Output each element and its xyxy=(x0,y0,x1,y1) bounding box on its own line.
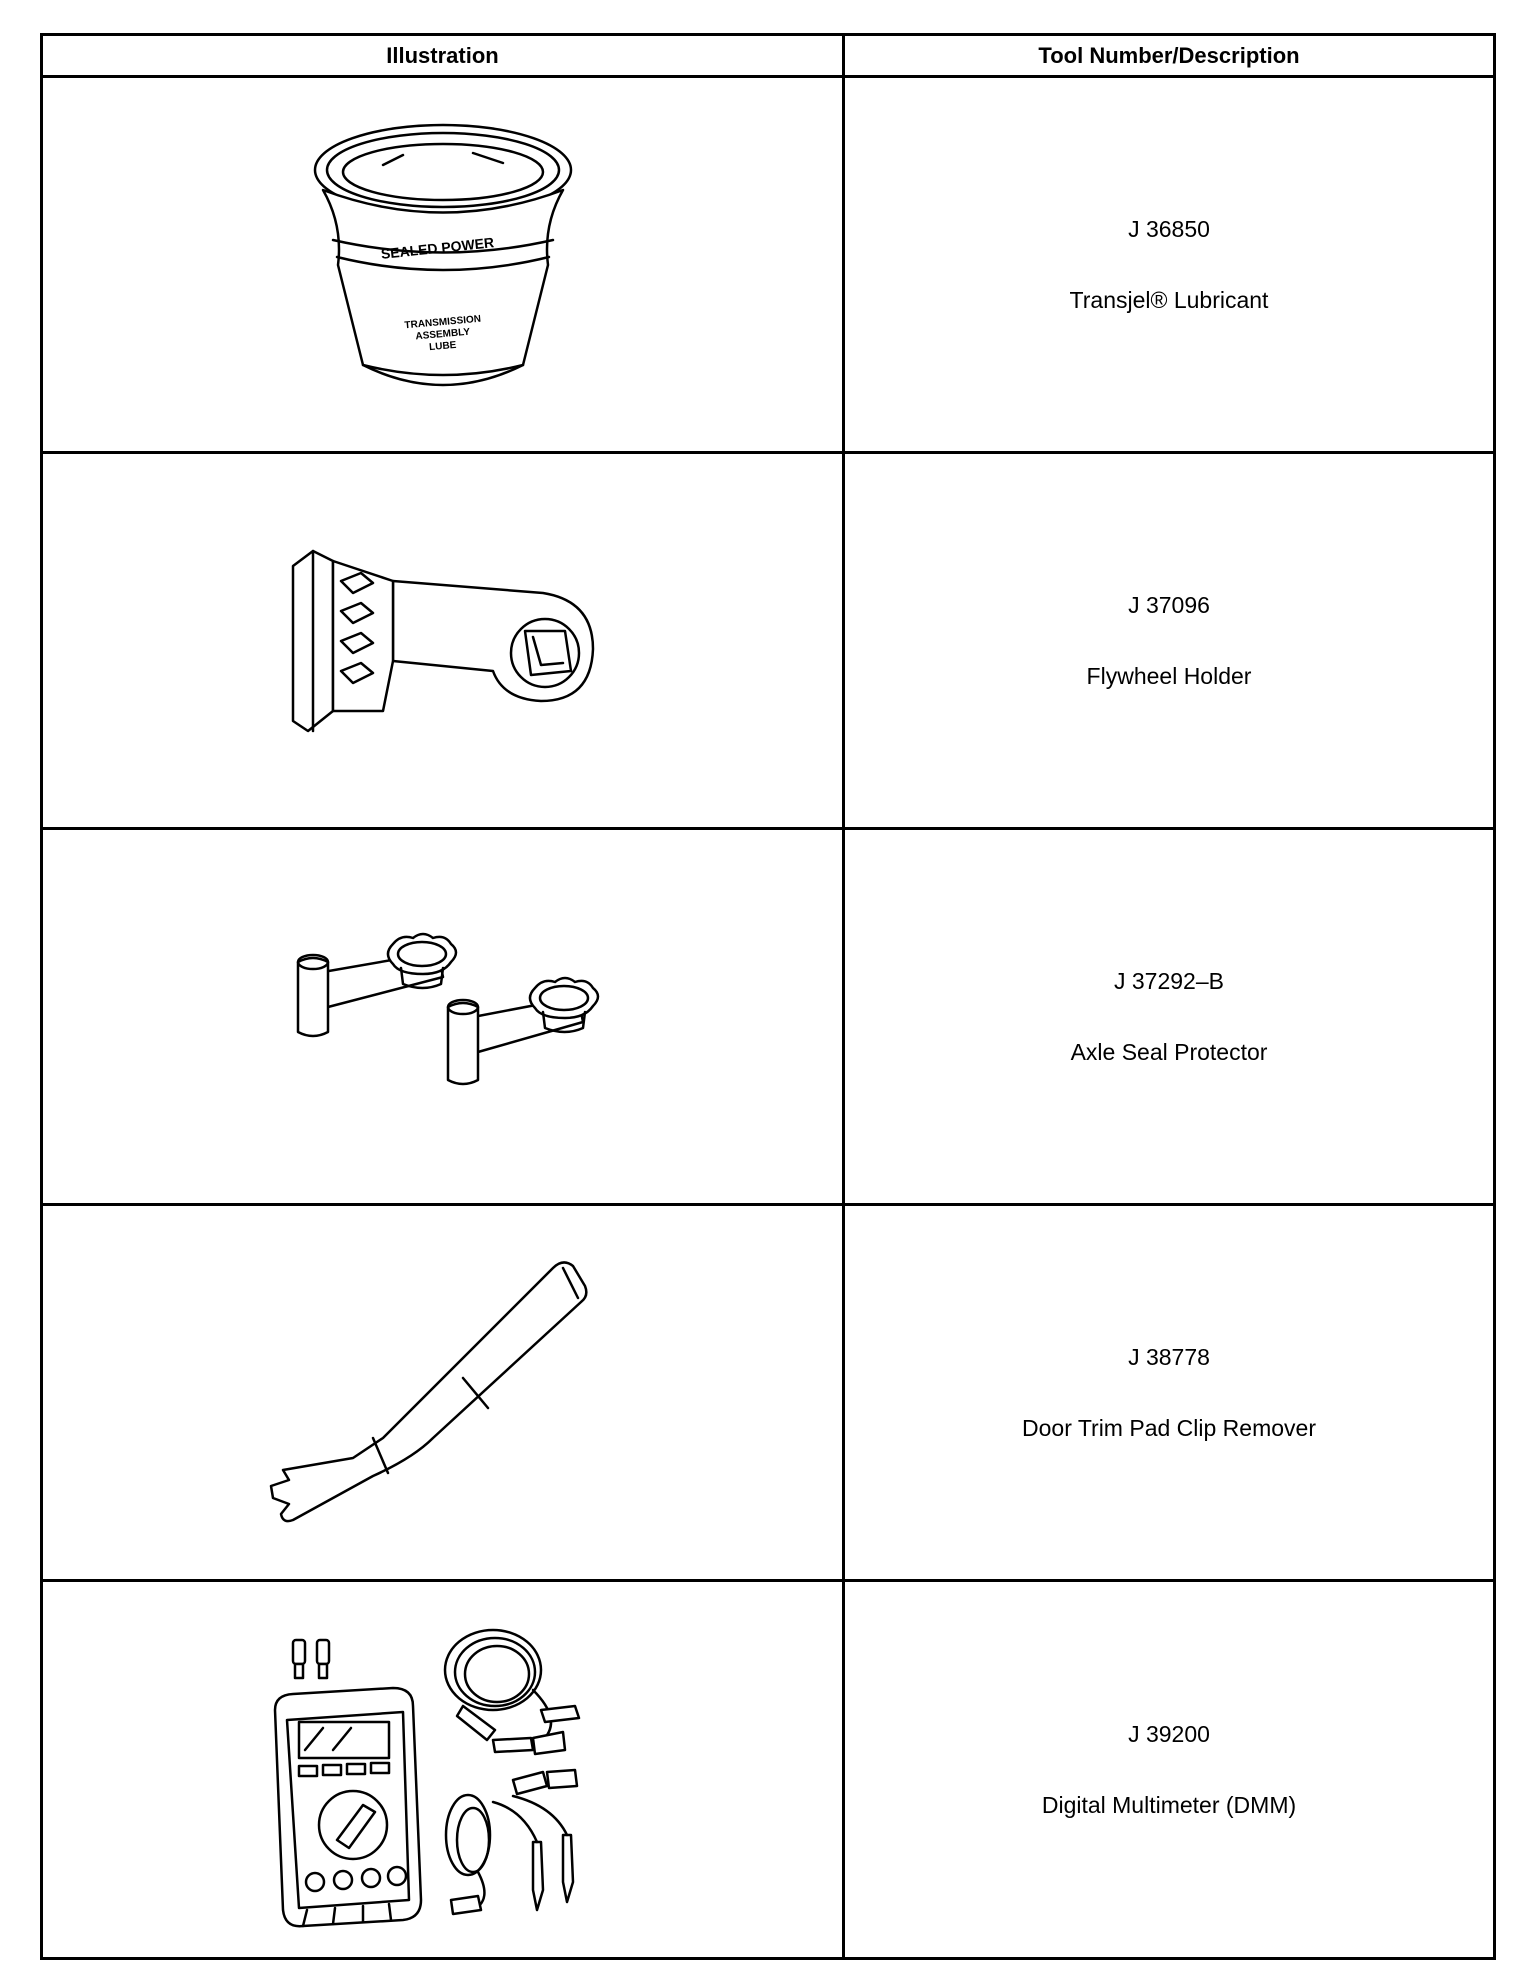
axle-seal-protector-icon xyxy=(273,932,613,1102)
illustration-cell xyxy=(43,830,842,1203)
tub-label-text: LUBE xyxy=(428,339,457,353)
tool-number: J 39200 xyxy=(1128,1720,1210,1747)
tub-label-text: ASSEMBLY xyxy=(414,326,470,342)
table-row xyxy=(43,454,1493,830)
tool-number: J 36850 xyxy=(1128,215,1210,242)
table-row xyxy=(43,830,1493,1206)
tool-number: J 38778 xyxy=(1128,1343,1210,1370)
tub-brand-text: SEALED POWER xyxy=(379,233,495,262)
table-row xyxy=(43,78,1493,454)
illustration-cell xyxy=(43,454,842,827)
tool-cell xyxy=(845,1582,1493,1957)
clip-remover-icon xyxy=(263,1258,623,1528)
tool-description: Door Trim Pad Clip Remover xyxy=(1022,1414,1316,1441)
multimeter-icon xyxy=(263,1610,623,1930)
tool-table xyxy=(40,33,1496,1960)
table-header xyxy=(43,36,1493,78)
illustration-header: Illustration xyxy=(386,43,499,68)
table-row xyxy=(43,1206,1493,1582)
tool-cell xyxy=(845,1206,1493,1579)
tool-description: Transjel® Lubricant xyxy=(1069,286,1269,313)
tool-header: Tool Number/Description xyxy=(1038,43,1300,68)
tool-description: Flywheel Holder xyxy=(1086,662,1252,689)
tool-description: Axle Seal Protector xyxy=(1070,1038,1268,1065)
tool-cell xyxy=(845,78,1493,451)
table-row xyxy=(43,1582,1493,1957)
illustration-cell xyxy=(43,1582,842,1957)
tool-cell xyxy=(845,830,1493,1203)
lubricant-tub-icon xyxy=(303,115,583,415)
tool-number: J 37096 xyxy=(1128,591,1210,618)
illustration-cell xyxy=(43,1206,842,1579)
illustration-cell xyxy=(43,78,842,451)
tub-label-text: TRANSMISSION xyxy=(403,313,481,331)
tool-number: J 37292–B xyxy=(1114,967,1224,994)
tool-cell xyxy=(845,454,1493,827)
tool-description: Digital Multimeter (DMM) xyxy=(1041,1791,1297,1818)
flywheel-holder-icon xyxy=(273,541,613,741)
